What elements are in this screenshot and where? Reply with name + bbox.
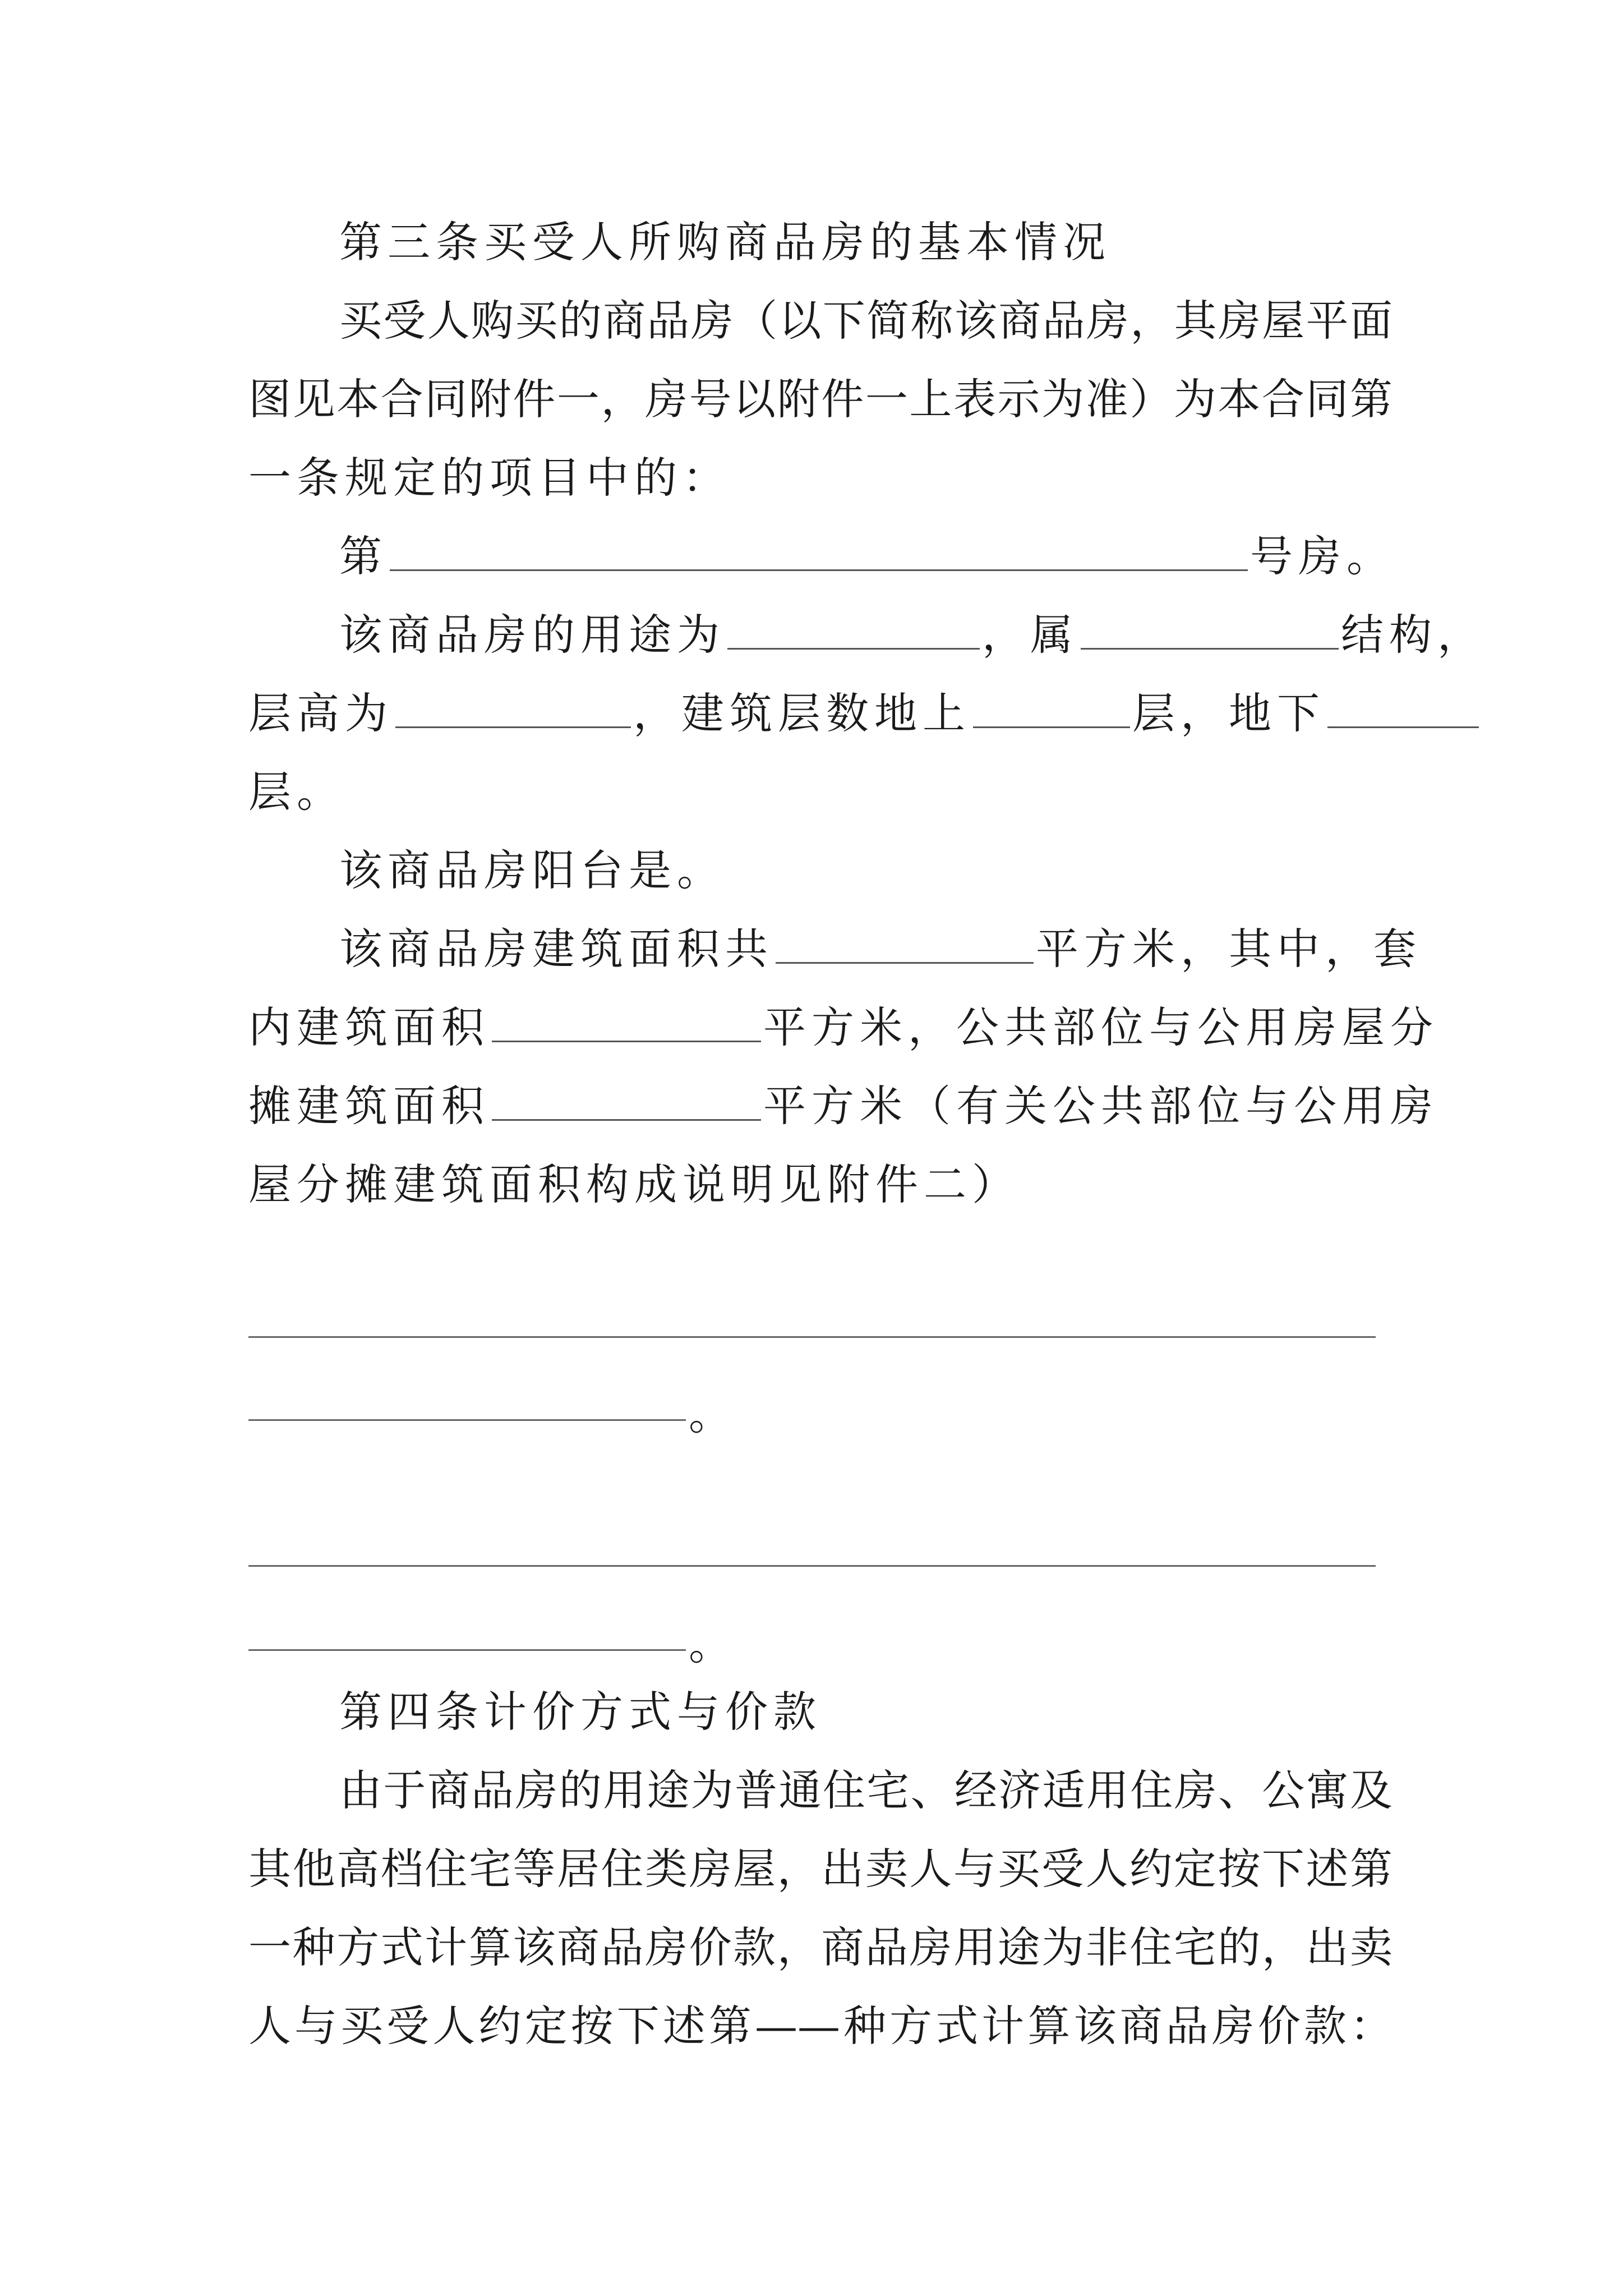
area-line: 内建筑面积 平方米，公共部位与公用房屋分 [248, 1002, 1438, 1052]
article-3-paragraph-line: 一条规定的项目中的： [248, 453, 731, 503]
floor-height-line: 层高为 ，建筑层数地上 层，地下 [248, 674, 1393, 753]
article-4-heading: 第四条计价方式与价款 [339, 1687, 822, 1737]
article-4-paragraph-line: 其他高档住宅等居住类房屋，出卖人与买受人约定按下述第 [248, 1844, 1393, 1894]
floor-height-blank[interactable] [395, 687, 631, 728]
inner-area-blank[interactable] [492, 1001, 761, 1042]
floors-above-blank[interactable] [973, 687, 1130, 728]
structure-blank[interactable] [1081, 609, 1339, 650]
article-4-paragraph-line: 由于商品房的用途为普通住宅、经济适用住房、公寓及 [339, 1765, 1393, 1815]
balcony-line: 该商品房阳台是。 [339, 845, 725, 895]
period-mark: 。 [689, 1619, 731, 1669]
article-3-paragraph-line: 图见本合同附件一，房号以附件一上表示为准）为本合同第 [248, 374, 1393, 424]
area-line: 该商品房建筑面积共 平方米，其中，套 [339, 924, 1422, 974]
article-3-heading: 第三条买受人所购商品房的基本情况 [339, 217, 1111, 267]
blank-rule[interactable] [248, 1419, 686, 1421]
article-3-paragraph-line: 买受人购买的商品房（以下简称该商品房，其房屋平面 [339, 296, 1393, 346]
room-number-line: 第 号房。 [339, 531, 1395, 581]
total-area-blank[interactable] [776, 923, 1034, 964]
floors-below-blank[interactable] [1327, 687, 1479, 728]
article-4-paragraph-line: 一种方式计算该商品房价款，商品房用途为非住宅的，出卖 [248, 1922, 1393, 1972]
usage-line: 该商品房的用途为 ，属 结构， [339, 610, 1486, 660]
area-line: 屋分摊建筑面积构成说明见附件二） [248, 1159, 1020, 1209]
blank-rule[interactable] [248, 1649, 686, 1651]
blank-rule[interactable] [248, 1565, 1376, 1567]
room-number-blank[interactable] [390, 530, 1248, 571]
article-4-paragraph-line: 人与买受人约定按下述第——种方式计算该商品房价款： [248, 2001, 1393, 2051]
period-mark: 。 [689, 1389, 731, 1439]
floor-height-line-end: 层。 [248, 767, 345, 817]
area-line: 摊建筑面积 平方米（有关公共部位与公用房 [248, 1081, 1438, 1131]
blank-rule[interactable] [248, 1336, 1376, 1338]
shared-area-blank[interactable] [492, 1080, 761, 1121]
usage-blank[interactable] [727, 609, 980, 650]
